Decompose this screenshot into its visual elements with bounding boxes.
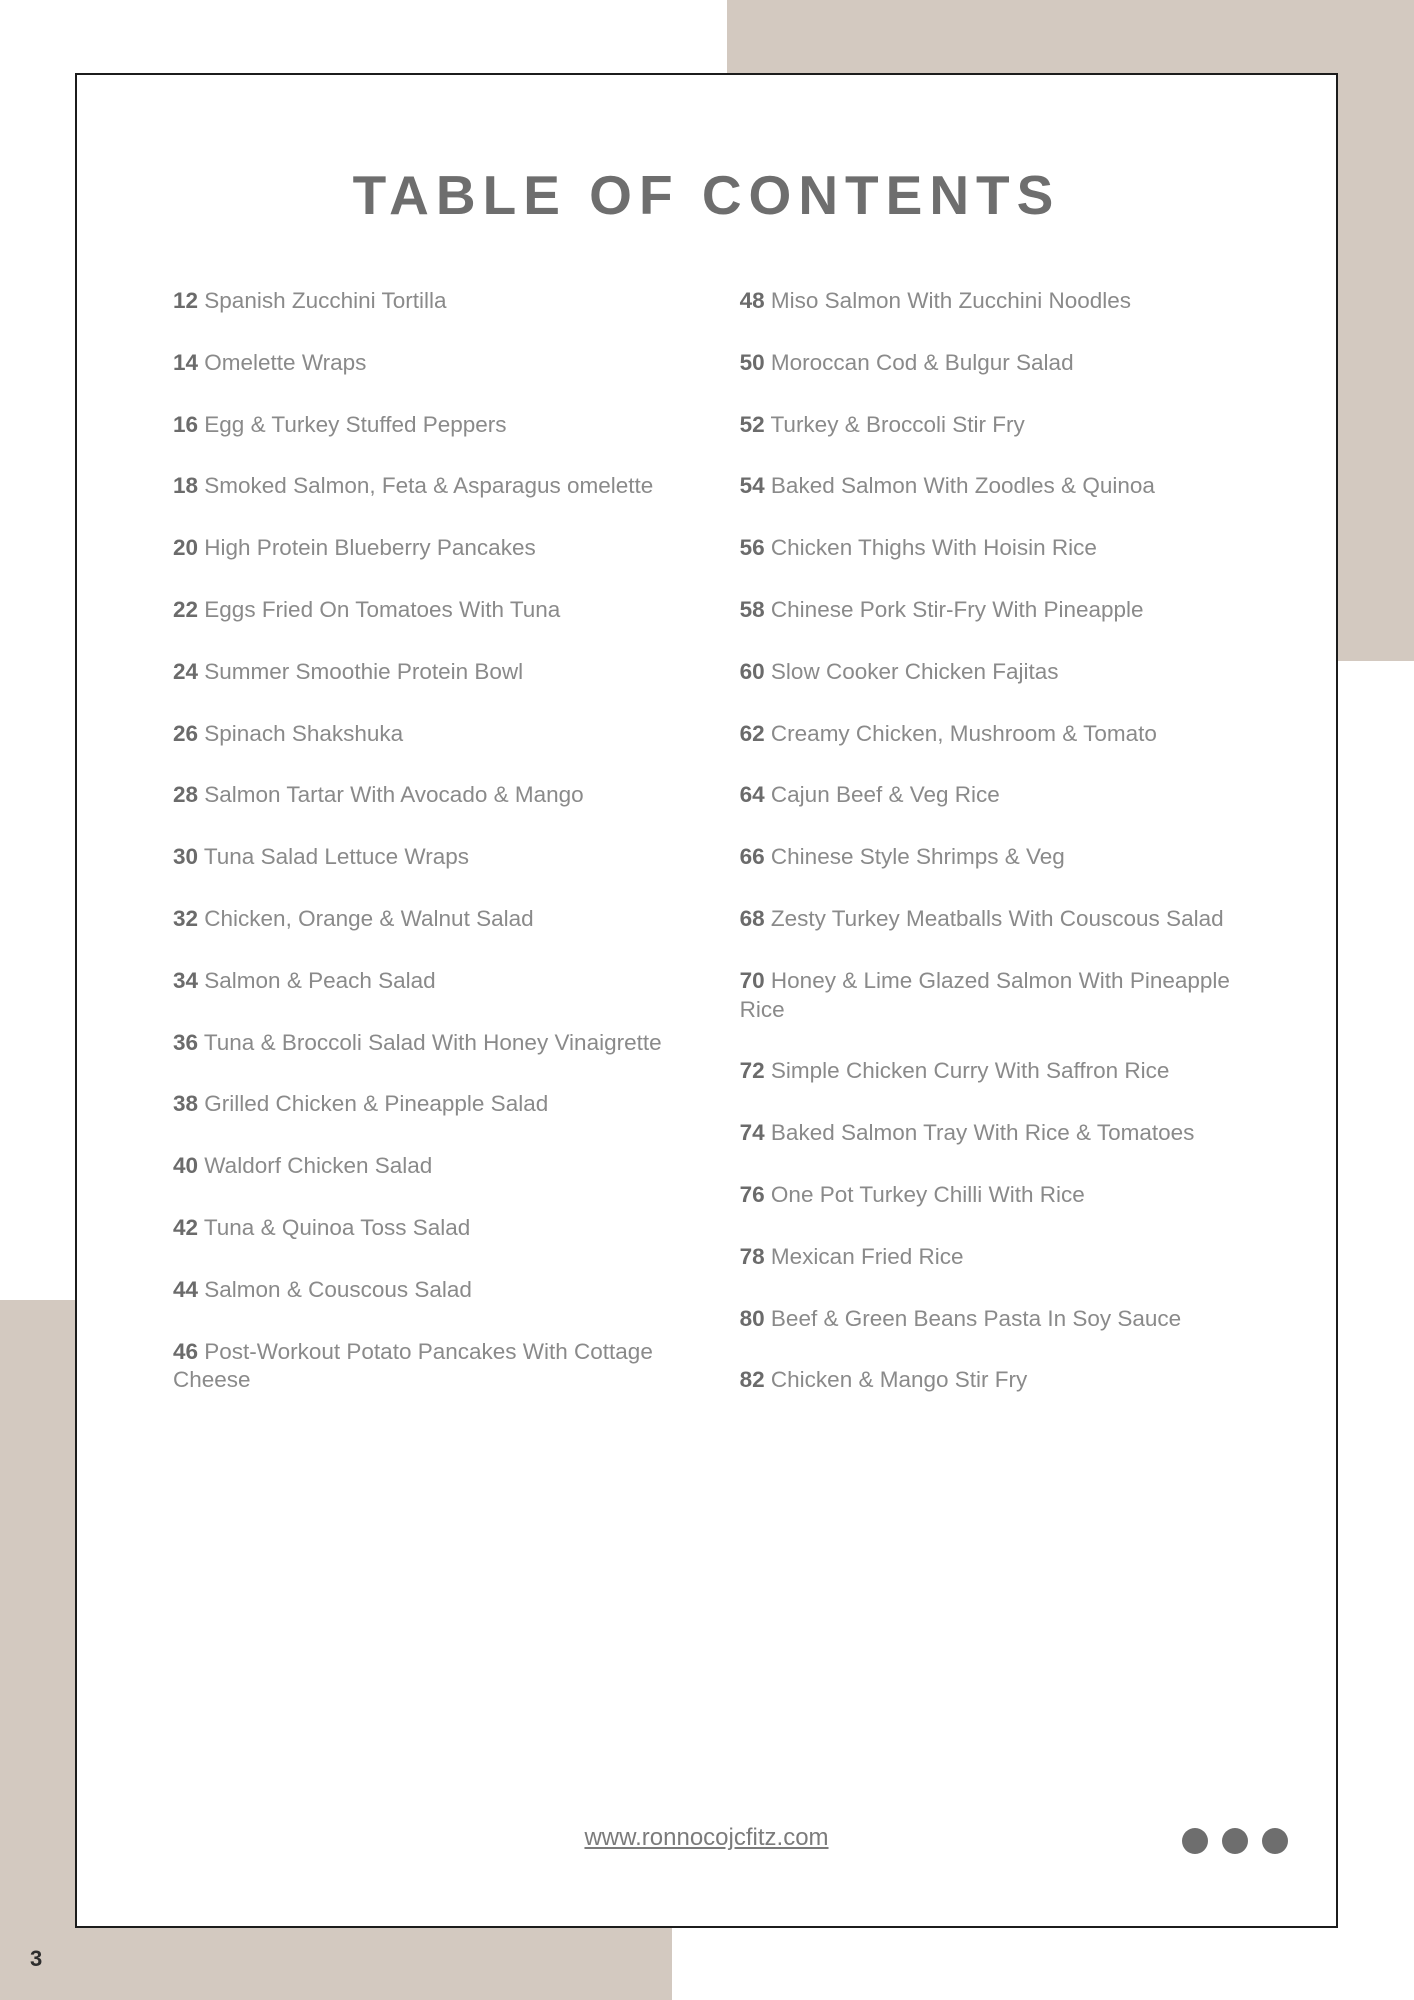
toc-entry-title: Creamy Chicken, Mushroom & Tomato <box>764 720 1157 746</box>
toc-entry-page-number: 70 <box>739 967 765 993</box>
toc-entry[interactable] <box>173 411 670 440</box>
page-footer <box>77 1824 1336 1874</box>
toc-entry-page-number: 40 <box>173 1153 199 1179</box>
toc-entry[interactable] <box>173 1214 670 1243</box>
toc-entry[interactable] <box>173 905 670 934</box>
toc-entry-page-number: 54 <box>739 473 765 499</box>
toc-entry-title: Moroccan Cod & Bulgur Salad <box>764 349 1074 375</box>
toc-entry-title: Chicken Thighs With Hoisin Rice <box>764 535 1097 561</box>
toc-entry[interactable] <box>173 472 670 501</box>
toc-entry[interactable] <box>740 1181 1276 1210</box>
toc-entry[interactable] <box>740 658 1276 687</box>
toc-entry-title: Tuna Salad Lettuce Wraps <box>198 844 470 870</box>
toc-entry-title: Summer Smoothie Protein Bowl <box>198 658 524 684</box>
toc-entry[interactable] <box>173 1338 670 1396</box>
toc-entry[interactable] <box>173 534 670 563</box>
toc-entry-title: Waldorf Chicken Salad <box>198 1153 433 1179</box>
toc-entry[interactable] <box>173 1152 670 1181</box>
toc-entry-title: Miso Salmon With Zucchini Noodles <box>764 288 1132 313</box>
toc-entry[interactable] <box>740 287 1276 316</box>
toc-entry-page-number: 76 <box>739 1181 765 1207</box>
toc-entry-title: Chinese Pork Stir-Fry With Pineapple <box>764 596 1144 622</box>
toc-entry-page-number: 66 <box>739 844 765 870</box>
toc-entry-title: Post-Workout Potato Pancakes With Cottage Cheese <box>173 1338 653 1393</box>
toc-entry-page-number: 68 <box>739 905 765 931</box>
toc-entry-title: Salmon & Couscous Salad <box>198 1276 472 1302</box>
toc-entry-page-number: 38 <box>173 1091 199 1117</box>
toc-entry-title: Chicken & Mango Stir Fry <box>764 1367 1028 1393</box>
toc-entry-page-number: 24 <box>173 658 199 684</box>
toc-entry[interactable] <box>740 1366 1276 1395</box>
toc-entry[interactable] <box>740 1119 1276 1148</box>
toc-entry-title: Egg & Turkey Stuffed Peppers <box>198 411 507 437</box>
toc-entry[interactable] <box>740 905 1276 934</box>
toc-entry-page-number: 14 <box>173 349 199 375</box>
toc-entry-title: Slow Cooker Chicken Fajitas <box>764 658 1059 684</box>
toc-entry-title: Spanish Zucchini Tortilla <box>198 288 447 313</box>
toc-entry[interactable] <box>740 349 1276 378</box>
toc-entry-page-number: 16 <box>173 411 199 437</box>
footer-dot-icon <box>1182 1828 1208 1854</box>
toc-entry-page-number: 18 <box>173 473 199 499</box>
toc-entry-title: Honey & Lime Glazed Salmon With Pineapple Rice <box>739 967 1230 1022</box>
toc-entry-page-number: 56 <box>739 535 765 561</box>
toc-entry-page-number: 60 <box>739 658 765 684</box>
toc-entry-page-number: 64 <box>739 782 765 808</box>
toc-entry-title: Chinese Style Shrimps & Veg <box>764 844 1065 870</box>
toc-entry-title: Zesty Turkey Meatballs With Couscous Salad <box>764 905 1224 931</box>
toc-entry-page-number: 12 <box>173 288 199 313</box>
toc-entry-title: Baked Salmon With Zoodles & Quinoa <box>764 473 1155 499</box>
toc-entry[interactable] <box>740 720 1276 749</box>
toc-entry-page-number: 78 <box>739 1243 765 1269</box>
toc-entry[interactable] <box>740 781 1276 810</box>
toc-entry[interactable] <box>740 1305 1276 1334</box>
toc-entry-page-number: 22 <box>173 596 199 622</box>
toc-entry-title: Chicken, Orange & Walnut Salad <box>198 905 534 931</box>
toc-entry-title: Simple Chicken Curry With Saffron Rice <box>764 1058 1170 1084</box>
toc-entry[interactable] <box>173 720 670 749</box>
toc-entry-page-number: 80 <box>739 1305 765 1331</box>
toc-entry-page-number: 30 <box>173 844 199 870</box>
toc-entry[interactable] <box>740 967 1276 1025</box>
toc-entry-page-number: 20 <box>173 535 199 561</box>
toc-entry-title: Mexican Fried Rice <box>764 1243 964 1269</box>
toc-entry[interactable] <box>173 843 670 872</box>
toc-entry[interactable] <box>173 1276 670 1305</box>
toc-column-right <box>700 287 1276 1428</box>
toc-entry-page-number: 48 <box>739 288 765 313</box>
toc-entry[interactable] <box>740 534 1276 563</box>
toc-entry-page-number: 28 <box>173 782 199 808</box>
toc-entry-page-number: 26 <box>173 720 199 746</box>
toc-entry[interactable] <box>740 411 1276 440</box>
toc-entry[interactable] <box>173 349 670 378</box>
toc-entry-page-number: 82 <box>739 1367 765 1393</box>
toc-entry[interactable] <box>173 1090 670 1119</box>
toc-entry[interactable] <box>740 1057 1276 1086</box>
toc-entry-title: Cajun Beef & Veg Rice <box>764 782 1000 808</box>
footer-dot-icon <box>1262 1828 1288 1854</box>
toc-entry-title: Beef & Green Beans Pasta In Soy Sauce <box>764 1305 1182 1331</box>
toc-entry-title: Spinach Shakshuka <box>198 720 404 746</box>
footer-dots-decoration <box>1182 1828 1288 1854</box>
toc-entry[interactable] <box>740 472 1276 501</box>
toc-entry-title: Smoked Salmon, Feta & Asparagus omelette <box>198 473 654 499</box>
toc-entry-page-number: 32 <box>173 905 199 931</box>
toc-columns <box>77 287 1336 1428</box>
toc-entry[interactable] <box>173 1029 670 1058</box>
toc-entry-page-number: 44 <box>173 1276 199 1302</box>
toc-entry-page-number: 74 <box>739 1120 765 1146</box>
toc-column-left <box>173 287 700 1428</box>
toc-entry-page-number: 36 <box>173 1029 199 1055</box>
toc-entry-title: Salmon & Peach Salad <box>198 967 436 993</box>
toc-entry[interactable] <box>173 287 670 316</box>
toc-entry-title: Turkey & Broccoli Stir Fry <box>764 411 1025 437</box>
page-card <box>75 73 1338 1928</box>
toc-entry-page-number: 50 <box>739 349 765 375</box>
toc-entry-page-number: 34 <box>173 967 199 993</box>
toc-entry-page-number: 52 <box>739 411 765 437</box>
footer-dot-icon <box>1222 1828 1248 1854</box>
page-title: TABLE OF CONTENTS <box>352 164 1061 226</box>
toc-entry-title: Omelette Wraps <box>198 349 367 375</box>
toc-entry-title: Grilled Chicken & Pineapple Salad <box>198 1091 549 1117</box>
toc-entry[interactable] <box>173 967 670 996</box>
toc-entry-title: One Pot Turkey Chilli With Rice <box>764 1181 1085 1207</box>
toc-entry-title: Tuna & Broccoli Salad With Honey Vinaigrette <box>198 1029 662 1055</box>
toc-entry[interactable] <box>173 658 670 687</box>
toc-entry-page-number: 46 <box>173 1338 199 1364</box>
site-url-link[interactable]: www.ronnocojcfitz.com <box>584 1824 829 1851</box>
toc-entry-title: High Protein Blueberry Pancakes <box>198 535 536 561</box>
toc-entry[interactable] <box>740 843 1276 872</box>
toc-entry-title: Eggs Fried On Tomatoes With Tuna <box>198 596 561 622</box>
toc-entry[interactable] <box>740 1243 1276 1272</box>
toc-entry-title: Salmon Tartar With Avocado & Mango <box>198 782 584 808</box>
toc-entry[interactable] <box>740 596 1276 625</box>
toc-entry-page-number: 42 <box>173 1214 199 1240</box>
toc-entry-page-number: 58 <box>739 596 765 622</box>
toc-entry-title: Baked Salmon Tray With Rice & Tomatoes <box>764 1120 1195 1146</box>
toc-entry-title: Tuna & Quinoa Toss Salad <box>198 1214 471 1240</box>
page-number: 3 <box>30 1946 43 1971</box>
toc-entry[interactable] <box>173 781 670 810</box>
toc-entry-page-number: 72 <box>739 1058 765 1084</box>
toc-entry[interactable] <box>173 596 670 625</box>
toc-entry-page-number: 62 <box>739 720 765 746</box>
